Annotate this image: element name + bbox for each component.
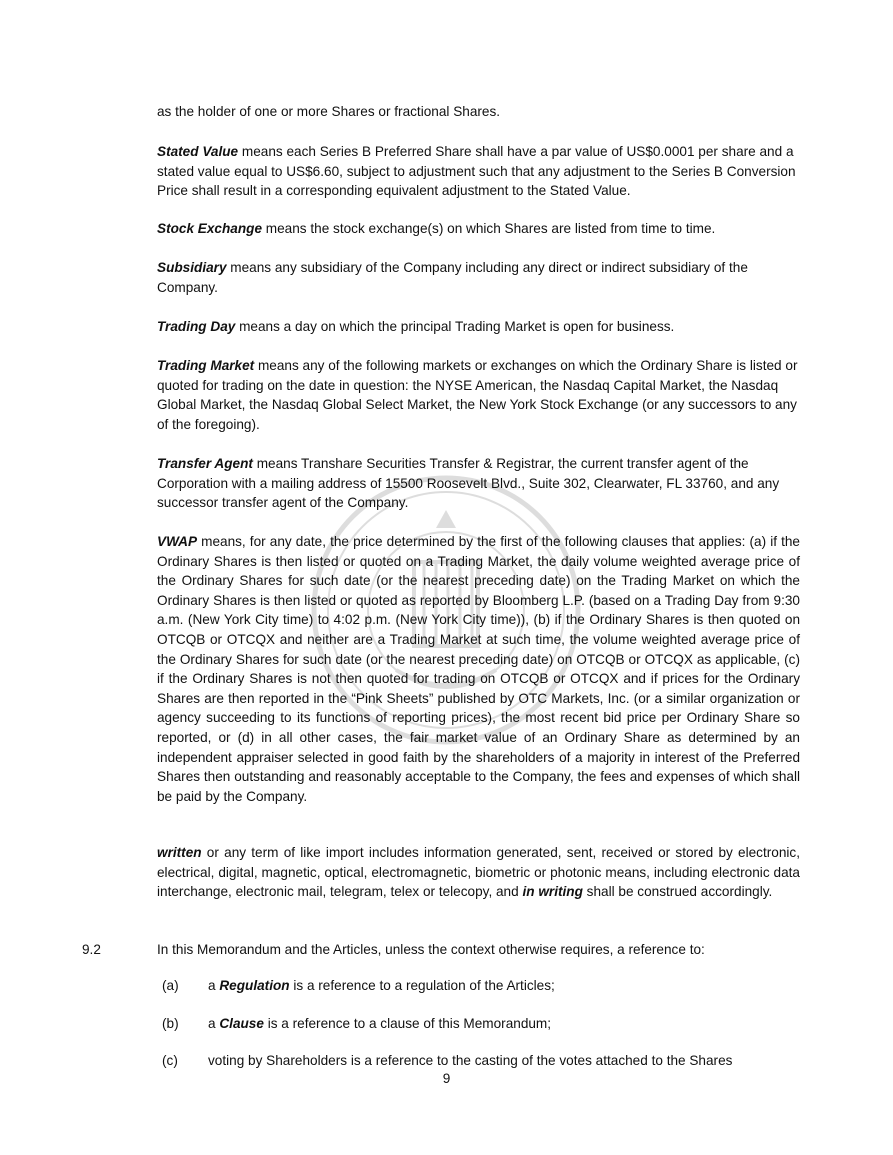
defined-term: Stock Exchange (157, 221, 263, 236)
definition-text: means, for any date, the price determined by the first of the following clauses that applies: (a) if the Ordinary Shares is then listed or quoted on a Trading Market, the daily volume weighted average price of the Ordinary Shares for such date (or the nearest preceding date) on the Trading Market on which the Ordinary Shares is then listed or quoted as reported by Bloomberg L.P. (based on a Trading Day from 9:30 a.m. (New York City time) to 4:02 p.m. (New York City time)), (b) if the Ordinary Shares is then quoted on OTCQB or OTCQX and neither are a Trading Market at such time, the volume weighted average price of the Ordinary Shares for such date (or the nearest preceding date) on OTCQB or OTCQX as applicable, (c) if the Ordinary Shares is not then quoted for trading on OTCQB or OTCQX and if prices for the Ordinary Shares are then reported in the “Pink Sheets” published by OTC Markets, Inc. (or a similar organization or agency succeeding to its functions of reporting prices), the most recent bid price per Ordinary Share so reported, or (d) in all other cases, the fair market value of an Ordinary Share as determined by an independent appraiser selected in good faith by the shareholders of a majority in interest of the Preferred Shares then outstanding and reasonably acceptable to the Company, the fees and expenses of which shall be paid by the Company. (157, 534, 800, 804)
defined-term: Transfer Agent (157, 456, 253, 471)
definition-transfer-agent (157, 454, 800, 513)
defined-term: written (157, 845, 202, 860)
sub-item-text: voting by Shareholders is a reference to the casting of the votes attached to the Shares (208, 1053, 733, 1068)
sub-item-c (208, 1051, 800, 1071)
defined-term: Regulation (219, 978, 290, 993)
sub-item-text: is a reference to a clause of this Memorandum; (263, 1016, 552, 1031)
definition-text: means any of the following markets or exchanges on which the Ordinary Share is listed or quoted for trading on the date in question: the NYSE American, the Nasdaq Capital Market, the Nasdaq Global Market, the Nasdaq Global Select Market, the New York Stock Exchange (or any successors to any of the foregoing). (157, 358, 798, 432)
definition-text-end: shall be construed accordingly. (582, 884, 773, 900)
definition-text: means any subsidiary of the Company including any direct or indirect subsidiary of the Company. (157, 260, 748, 295)
definition-text: means each Series B Preferred Share shall have a par value of US$0.0001 per share and a stated value equal to US$6.60, subject to adjustment such that any adjustment to the Series B Conversion Price shall result in a corresponding equivalent adjustment to the Stated Value. (157, 144, 796, 199)
definition-vwap (157, 532, 800, 806)
sub-item-prefix: a (208, 978, 220, 993)
intro-line: as the holder of one or more Shares or fractional Shares. (157, 104, 501, 119)
defined-term: Clause (219, 1016, 264, 1031)
definition-subsidiary (157, 258, 800, 297)
sub-item-a (208, 976, 800, 996)
clause-text: In this Memorandum and the Articles, unless the context otherwise requires, a reference to: (157, 942, 705, 957)
defined-term: Subsidiary (157, 260, 227, 275)
defined-term: Trading Market (157, 358, 255, 373)
definition-text: means a day on which the principal Trading Market is open for business. (235, 319, 675, 334)
definition-trading-day (157, 317, 800, 337)
defined-term: Stated Value (157, 144, 239, 159)
sub-item-label-a: (a) (162, 978, 179, 993)
sub-item-b (208, 1014, 800, 1034)
defined-term: VWAP (157, 534, 198, 549)
definition-stated-value (157, 142, 800, 201)
sub-item-label-c: (c) (162, 1053, 178, 1068)
defined-term: Trading Day (157, 319, 236, 334)
defined-term-in-writing: in writing (522, 884, 583, 900)
definition-text: means the stock exchange(s) on which Shares are listed from time to time. (262, 221, 716, 236)
definition-text: or any term of like import includes information generated, sent, received or stored by electronic, electrical, digital, magnetic, optical, electromagnetic, biometric or photonic means, including electronic data interchange, electronic mail, telegram, telex or telecopy, and (157, 845, 800, 900)
clause-number: 9.2 (82, 942, 101, 957)
sub-item-text: is a reference to a regulation of the Articles; (289, 978, 555, 993)
sub-item-prefix: a (208, 1016, 220, 1031)
sub-item-label-b: (b) (162, 1016, 179, 1031)
definition-trading-market (157, 356, 800, 434)
definition-written (157, 843, 800, 902)
definition-stock-exchange (157, 219, 800, 239)
page-number: 9 (442, 1071, 451, 1086)
definition-text: means Transhare Securities Transfer & Registrar, the current transfer agent of the Corporation with a mailing address of 15500 Roosevelt Blvd., Suite 302, Clearwater, FL 33760, and any successor transfer agent of the Company. (157, 456, 780, 511)
